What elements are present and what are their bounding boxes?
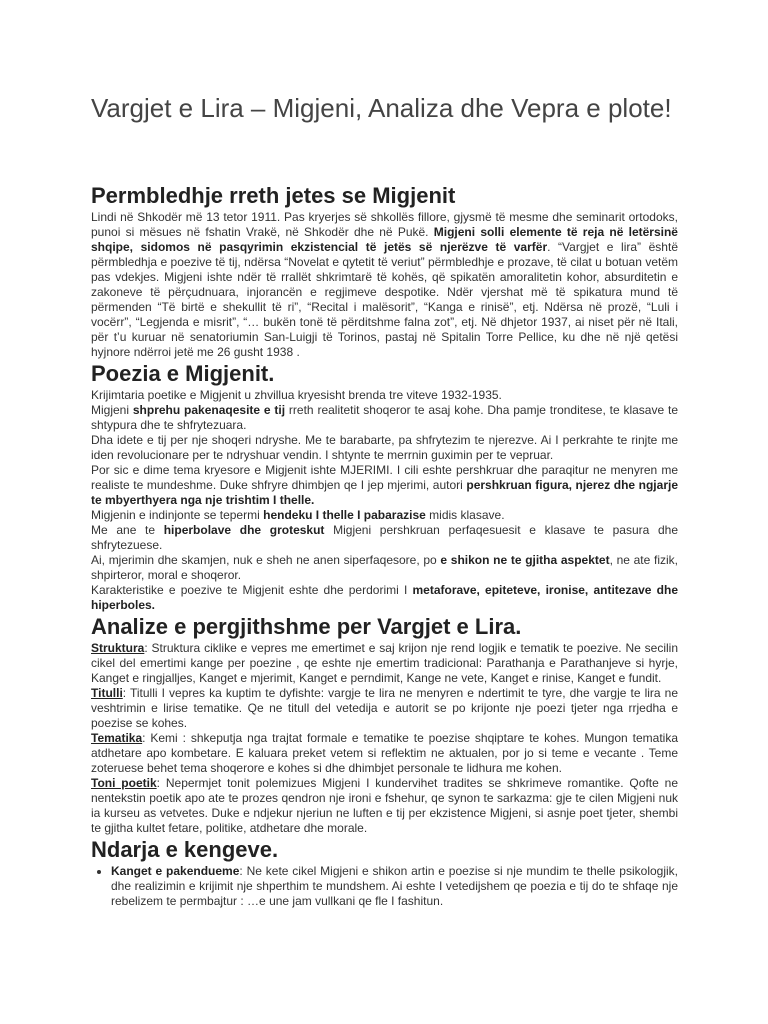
text-run: Dha idete e tij per nje shoqeri ndryshe. Me te barabarte, pa shfrytezim te njerezve. Ai I perkrahte te rinjte me iden revolucionare per te ndryshuar vendin. I shtynte te merrnin guximin per te vepruar. [91,433,678,462]
text-run: : Ne kete cikel Migjeni e shikon artin e poezise si nje mundim te thelle psikologjik, dhe realizimin e krijimit nje shperthim te mundshem. Ai eshte I vetedijshem qe poezia e tij do te shfaqe nje rebelizem te permbajtur : …e une jam vullkani qe fle I fashitun. [111,864,679,908]
text-run: Krijimtaria poetike e Migjenit u zhvillua kryesisht brenda tre viteve 1932-1935. [91,388,502,402]
paragraph [91,776,678,836]
paragraph [91,388,678,403]
section-heading: Analize e pergjithshme per Vargjet e Lira. [91,614,522,639]
text-run: Por sic e dime tema kryesore e Migjenit ishte MJERIMI. I cili eshte pershkruar dhe paraqitur ne menyren me realiste te mundeshme. Duke shfryre dhimbjen qe I jep mjerimi, autori [91,463,678,492]
text-run: Karakteristike e poezive te Migjenit eshte dhe perdorimi I [91,583,413,597]
document-title: Vargjet e Lira – Migjeni, Analiza dhe Vepra e plote! [91,93,672,123]
section-heading: Poezia e Migjenit. [91,361,275,386]
paragraph [91,463,678,508]
text-run: , ne ate fizik, shpirteror, moral e shoqeror. [91,553,679,582]
paragraph [91,731,678,776]
paragraph [91,553,678,583]
bold-text: pershkruan figura, njerez dhe ngjarje te mbyerthyera nga nje trishtim I thelle. [91,478,678,507]
list-item [111,864,678,909]
section-heading: Ndarja e kengeve. [91,837,279,862]
paragraph [91,210,678,360]
text-run: midis klasave. [425,508,505,522]
text-run: Me ane te [91,523,164,537]
bold-text: shprehu pakenaqesite e tij [132,403,286,417]
paragraph [91,583,678,613]
term-label: Titulli [91,686,123,700]
section-heading: Permbledhje rreth jetes se Migjenit [91,183,456,208]
term-label: Struktura [91,641,145,655]
text-run: Ai, mjerimin dhe skamjen, nuk e sheh ne anen siperfaqesore, po [91,553,441,567]
paragraph [91,686,678,731]
text-run: Migjenin e indinjonte se tepermi [91,508,264,522]
paragraph [91,433,678,463]
bullet-list [91,864,678,909]
document-body [91,182,678,909]
text-run: Lindi në Shkodër më 13 tetor 1911. Pas kryerjes së shkollës fillore, gjysmë të mesme dhe seminarit ortodoks, punoi si mësues në fshatin Vrakë, në Shkodër dhe në Pukë. [91,210,678,239]
bold-text: hiperbolave dhe groteskut [163,523,325,537]
paragraph [91,403,678,433]
bold-text: Migjeni solli elemente të reja në letërsinë shqipe, sidomos në pasqyrimin ekzistencial të jetës së njerëzve të varfër [91,225,678,254]
bold-text: e shikon ne te gjitha aspektet [440,553,610,567]
text-run: : Nepermjet tonit polemizues Migjeni I kundervihet tradites se shkrimeve romantike. Qofte ne nentekstin poetik apo ate te prozes qendron nje ironi e fshehur, qe synon te sarkazma: gje te cilen Migjeni nuk ia kurseu as vetvetes. Duke e ndjekur njeriun ne luften e tij per ekzistence Migjeni, si asnje poet tjeter, shembi te gjitha kultet fetare, politike, atdhetare dhe morale. [91,776,679,835]
text-run: Migjeni pershkruan perfaqesuesit e klasave te pasura dhe shfrytezuese. [91,523,679,552]
text-run: : Kemi : shkeputja nga trajtat formale e tematike te poezise shqiptare te kohes. Mungon tematika atdhetare apo kombetare. E kaluara preket vetem si reflektim ne aktualen, por jo si teme e vecante . Teme zoteruese behet tema shoqerore e kohes si dhe dhimbjet personale te lidhura me kohen. [91,731,678,775]
text-run: . “Vargjet e lira” është përmbledhja e poezive të tij, ndërsa “Novelat e qytetit të veriut” përmbledhje e prozave, të cilat u botuan vetëm pas vdekjes. Migjeni ishte ndër të rrallët shkrimtarë të kohës, që spikatën amoralitetin kohor, absurditetin e zakoneve të përçudnuara, injorancën e regjimeve despotike. Ndër vjershat më të spikatura mund të përmenden “Të birtë e shekullit të ri”, “Recital i malësorit”, “Kanga e rinisë”, etj. Ndërsa në prozë, “Luli i vocërr”, “Legjenda e misrit”, “… bukën tonë të përditshme falna zot”, etj. Në dhjetor 1937, ai niset për në Itali, për t’u kuruar në senatoriumin San-Luigji të Torinos, pastaj në Spitalin Torre Pellice, ku dhe në një qetësi hyjnore ndërroi jetë me 26 gusht 1938 . [91,240,678,359]
term-label: Tematika [91,731,143,745]
bold-text: metaforave, epiteteve, ironise, antitezave dhe hiperboles. [91,583,678,612]
paragraph [91,641,678,686]
text-run: : Titulli I vepres ka kuptim te dyfishte: vargje te lira ne menyren e ndertimit te tyre, dhe vargje te lira ne veshtrimin e lirise tematike. Qe ne titull del vetedija e autorit se po krijonte nje poezi tjeter nga rrjedha e poezise se kohes. [91,686,678,730]
term-label: Toni poetik [91,776,157,790]
paragraph [91,523,678,553]
bold-text: Kanget e pakendueme [111,864,240,878]
text-run: Migjeni [91,403,133,417]
text-run: : Struktura ciklike e vepres me emertimet e saj krijon nje rend logjik e tematik te poezive. Ne secilin cikel del emertimi kange per poezine , qe eshte nje emertim tradicional: Parathanja e Parathanjeve si hyrje, Kanget e ringjalljes, Kanget e mjerimit, Kanget e perndimit, Kange ne vete, Kanget e rinise, Kanget e fundit. [91,641,678,685]
text-run: rreth realitetit shoqeror te asaj kohe. Dha pamje tronditese, te klasave te shtypura dhe te shfrytezuara. [91,403,678,432]
paragraph [91,508,678,523]
bold-text: hendeku I thelle I pabarazise [263,508,426,522]
